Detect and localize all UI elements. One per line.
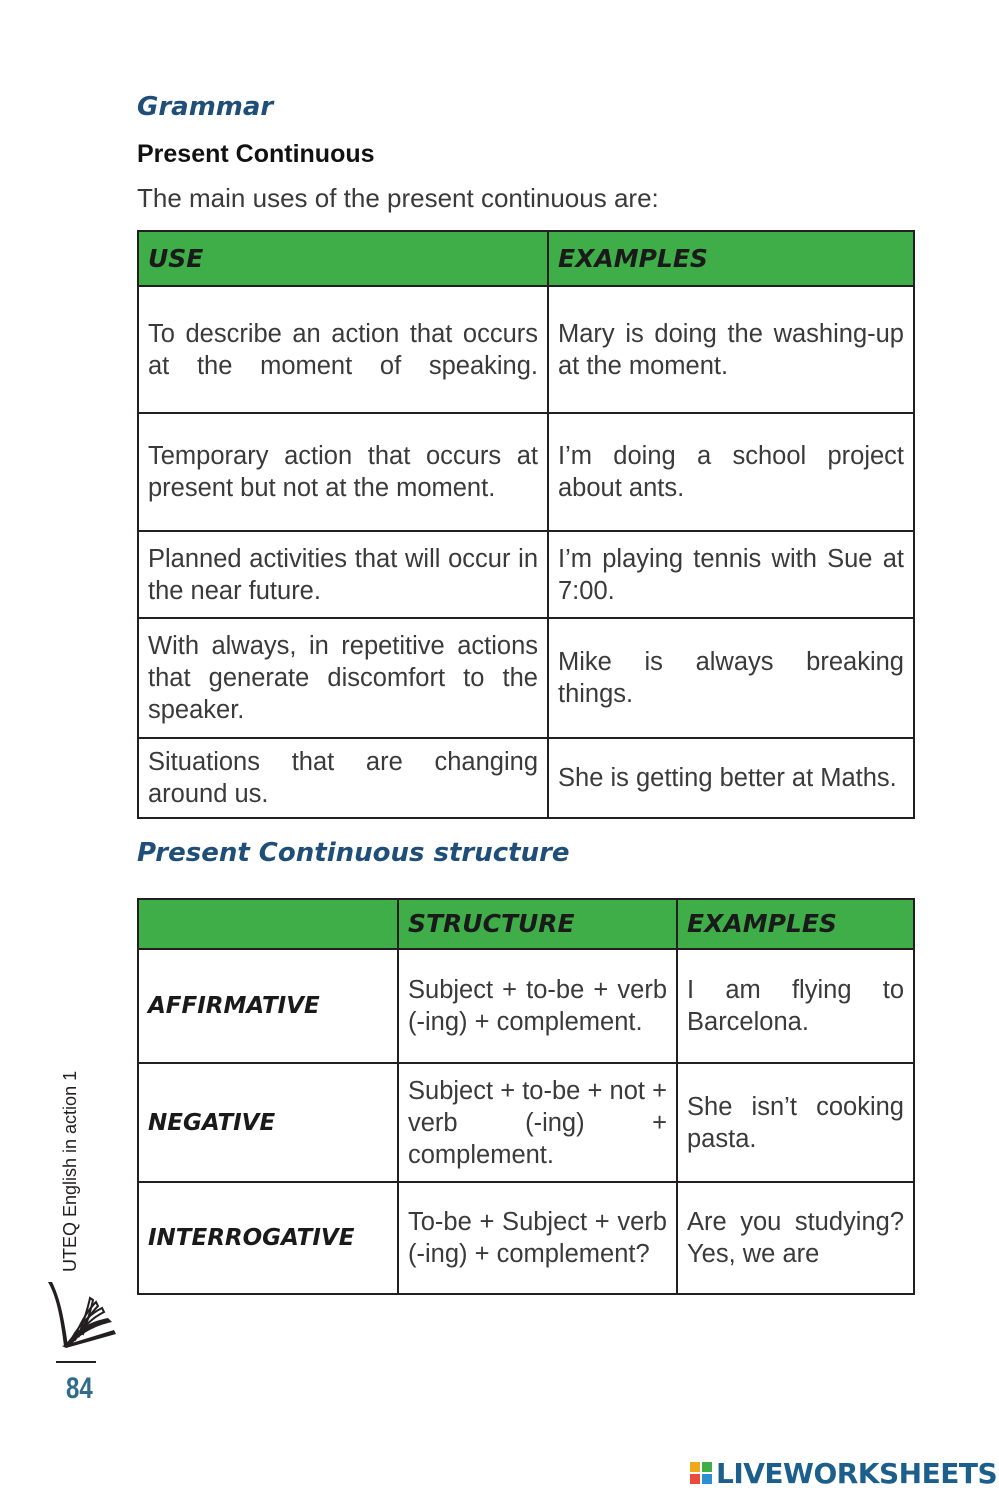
example-cell: Mary is doing the washing-up at the moment. [548,286,914,413]
table-row [138,1182,914,1294]
table-row [138,618,914,738]
example-cell: Mike is always breaking things. [548,618,914,738]
uses-table [137,230,915,819]
open-book-icon [42,1278,118,1350]
table-row [138,531,914,618]
example-cell: She is getting better at Maths. [548,738,914,818]
table-row [138,738,914,818]
use-cell: To describe an action that occurs at the moment of speaking. [138,286,548,413]
header-empty [138,899,398,949]
use-cell: Planned activities that will occur in the near future. [138,531,548,618]
page-number-rule [56,1361,96,1363]
table-row [138,286,914,413]
use-cell: With always, in repetitive actions that generate discomfort to the speaker. [138,618,548,738]
header-use: USE [138,231,548,286]
structure-table-header-row [138,899,914,949]
header-examples: EXAMPLES [677,899,914,949]
example-cell: I’m playing tennis with Sue at 7:00. [548,531,914,618]
liveworksheets-wordmark: LIVEWORKSHEETS [716,1456,998,1490]
uses-table-header-row [138,231,914,286]
example-cell: Are you studying? Yes, we are [677,1182,914,1294]
header-structure: STRUCTURE [398,899,677,949]
structure-heading: Present Continuous structure [137,838,570,868]
table-row [138,949,914,1063]
structure-cell: Subject + to-be + verb (-ing) + complement. [398,949,677,1063]
topic-title: Present Continuous [137,140,375,168]
liveworksheets-logo-icon [690,1462,712,1484]
grammar-heading: Grammar [137,92,274,122]
row-label-interrogative: INTERROGATIVE [138,1182,398,1294]
structure-table [137,898,915,1295]
side-caption: UTEQ English in action 1 [60,1070,80,1272]
use-cell: Temporary action that occurs at present but not at the moment. [138,413,548,531]
table-row [138,413,914,531]
example-cell: She isn’t cooking pasta. [677,1063,914,1182]
header-examples: EXAMPLES [548,231,914,286]
intro-text: The main uses of the present continuous are: [137,183,659,213]
example-cell: I am flying to Barcelona. [677,949,914,1063]
row-label-affirmative: AFFIRMATIVE [138,949,398,1063]
use-cell: Situations that are changing around us. [138,738,548,818]
table-row [138,1063,914,1182]
structure-cell: Subject + to-be + not + verb (-ing) + complement. [398,1063,677,1182]
page-number: 84 [66,1372,93,1405]
structure-cell: To-be + Subject + verb (-ing) + complement? [398,1182,677,1294]
liveworksheets-logo [690,1455,997,1491]
example-cell: I’m doing a school project about ants. [548,413,914,531]
row-label-negative: NEGATIVE [138,1063,398,1182]
